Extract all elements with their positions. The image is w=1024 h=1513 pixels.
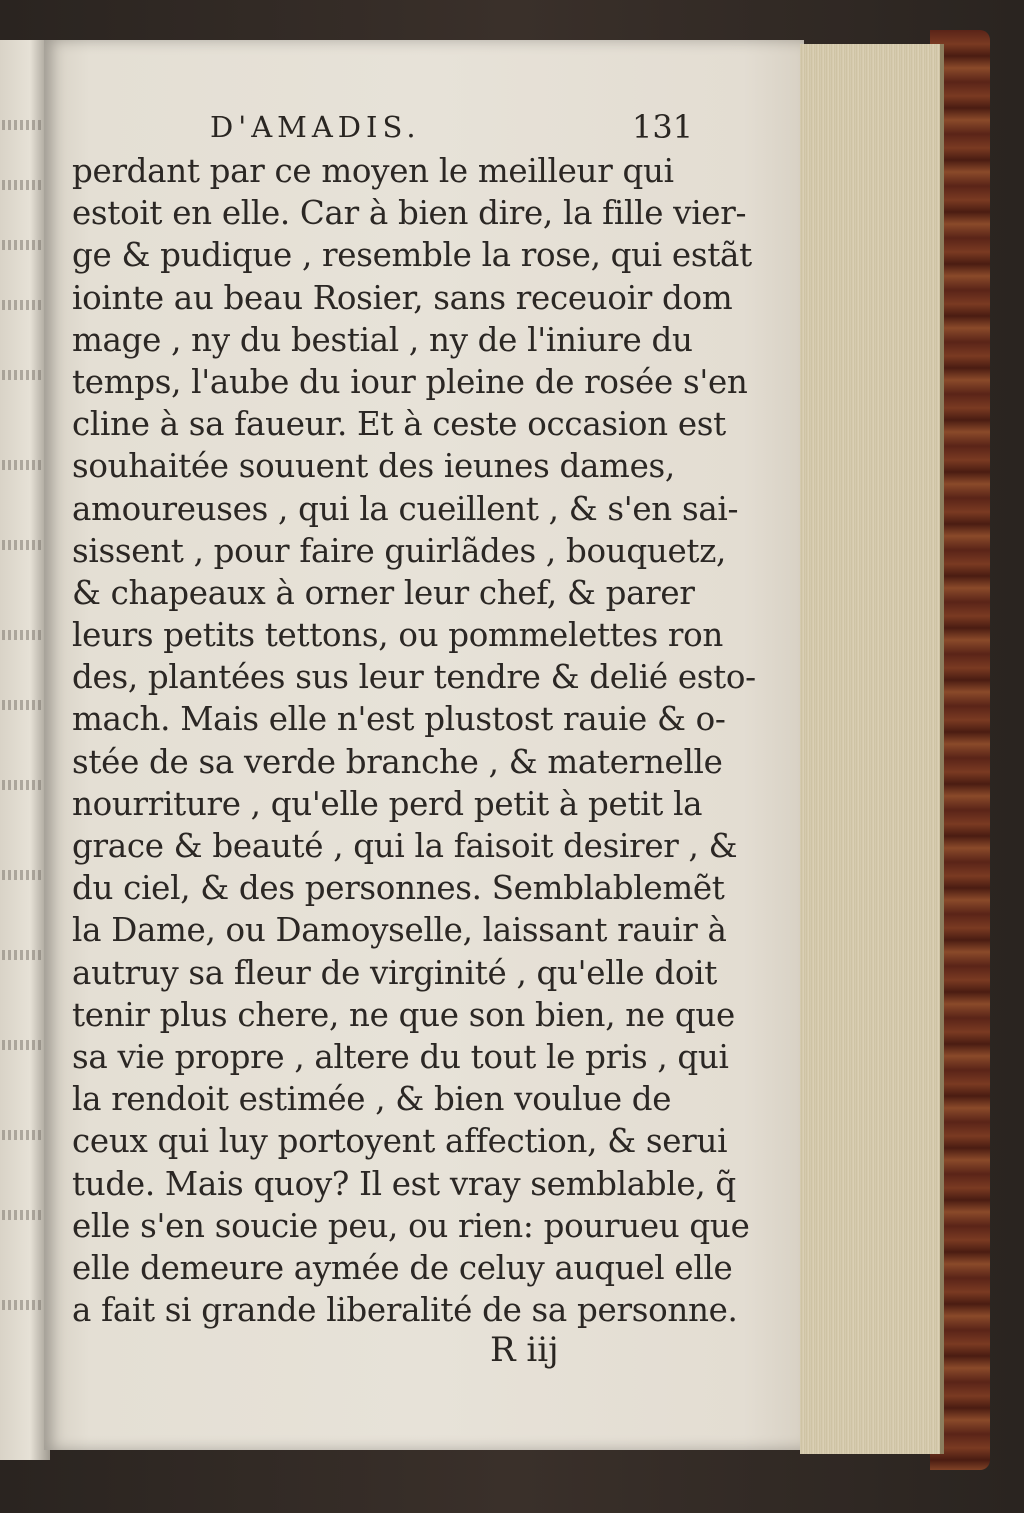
text-line: la Dame, ou Damoyselle, laissant rauir à (72, 911, 727, 950)
facing-page-strip (0, 40, 50, 1460)
text-line: grace & beauté , qui la faisoit desirer , & (72, 827, 738, 865)
text-line: tude. Mais quoy? Il est vray semblable, q̃ (72, 1164, 736, 1203)
page-edges (800, 44, 944, 1454)
text-line: a fait si grande liberalité de sa personne. (72, 1291, 738, 1330)
text-line: souhaitée souuent des ieunes dames, (72, 447, 675, 486)
text-line: tenir plus chere, ne que son bien, ne que (72, 995, 735, 1034)
text-line: nourriture , qu'elle perd petit à petit la (72, 784, 703, 823)
text-line: cline à sa faueur. Et à ceste occasion est (72, 405, 726, 444)
text-line: temps, l'aube du iour pleine de rosée s'en (72, 362, 748, 401)
text-line: amoureuses , qui la cueillent , & s'en sai- (72, 489, 739, 528)
page-number: 131 (632, 108, 694, 146)
text-line: & chapeaux à orner leur chef, & parer (72, 573, 695, 612)
text-line: des, plantées sus leur tendre & delié esto- (72, 658, 756, 697)
text-line: sa vie propre , altere du tout le pris , qui (72, 1037, 729, 1076)
text-line: elle demeure aymée de celuy auquel elle (72, 1248, 733, 1287)
text-line: mach. Mais elle n'est plustost rauie & o- (72, 700, 726, 739)
text-line: leurs petits tettons, ou pommelettes ron (72, 616, 724, 655)
signature-mark: R iij (490, 1330, 559, 1370)
text-line: ceux qui luy portoyent affection, & serui (72, 1122, 728, 1161)
text-line: stée de sa verde branche , & maternelle (72, 742, 723, 781)
text-line: la rendoit estimée , & bien voulue de (72, 1080, 672, 1119)
text-line: perdant par ce moyen le meilleur qui (72, 152, 674, 190)
text-line: du ciel, & des personnes. Semblablemẽt (72, 869, 725, 908)
text-line: autruy sa fleur de virginité , qu'elle doit (72, 953, 718, 992)
text-line: estoit en elle. Car à bien dire, la fille vier- (72, 194, 747, 233)
text-line: ge & pudique , resemble la rose, qui estãt (72, 236, 752, 275)
text-line: iointe au beau Rosier, sans receuoir dom (72, 278, 733, 317)
body-text (72, 150, 756, 1331)
text-line: elle s'en soucie peu, ou rien: pourueu que (72, 1206, 750, 1245)
text-line: mage , ny du bestial , ny de l'iniure du (72, 320, 693, 359)
text-line: sissent , pour faire guirlãdes , bouquetz, (72, 531, 727, 570)
running-head: D'AMADIS. (210, 110, 421, 144)
